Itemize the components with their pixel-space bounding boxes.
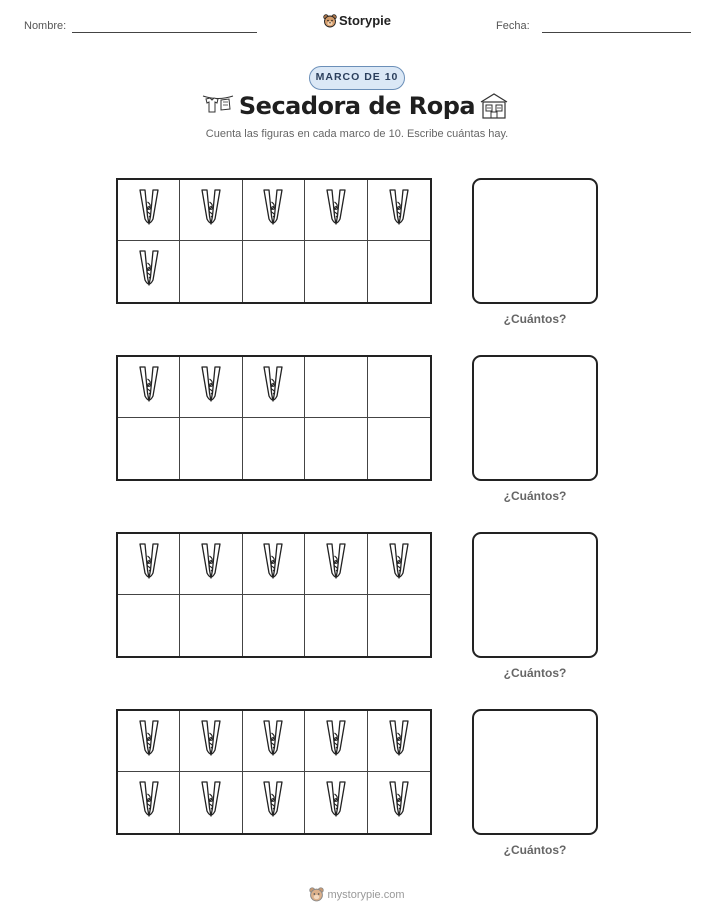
brand-name: Storypie xyxy=(338,13,391,28)
footer-url: mystorypie.com xyxy=(327,889,405,901)
clothespin-icon xyxy=(138,780,160,825)
brand-logo xyxy=(0,13,714,31)
answer-box-2[interactable] xyxy=(472,355,598,481)
frame-cell xyxy=(243,772,305,833)
frame-cell xyxy=(305,711,367,772)
frame-cell xyxy=(243,180,305,241)
frame-cell xyxy=(305,180,367,241)
frame-cell xyxy=(243,241,305,302)
ten-frame-1 xyxy=(116,178,432,304)
frame-cell xyxy=(180,711,242,772)
frame-cell xyxy=(368,711,430,772)
clothespin-icon xyxy=(200,719,222,764)
frame-cell xyxy=(305,772,367,833)
name-line[interactable] xyxy=(72,32,257,33)
clothespin-icon xyxy=(388,780,410,825)
clothespin-icon xyxy=(262,780,284,825)
answer-box-4[interactable] xyxy=(472,709,598,835)
laundry-shop-icon xyxy=(479,92,509,125)
page-title: Secadora de Ropa xyxy=(238,92,476,120)
clothespin-icon xyxy=(388,542,410,587)
frame-cell xyxy=(180,534,242,595)
frame-cell xyxy=(368,595,430,656)
clothespin-icon xyxy=(388,719,410,764)
date-line[interactable] xyxy=(542,32,691,33)
frame-cell xyxy=(243,418,305,479)
frame-cell xyxy=(368,418,430,479)
frame-cell xyxy=(118,595,180,656)
clothespin-icon xyxy=(262,365,284,410)
frame-cell xyxy=(118,241,180,302)
clothespin-icon xyxy=(138,719,160,764)
clothespin-icon xyxy=(200,188,222,233)
clothespin-icon xyxy=(262,719,284,764)
clothespin-icon xyxy=(200,542,222,587)
bear-icon xyxy=(323,14,337,31)
frame-cell xyxy=(243,534,305,595)
frame-cell xyxy=(305,418,367,479)
clothespin-icon xyxy=(138,188,160,233)
answer-box-3[interactable] xyxy=(472,532,598,658)
frame-cell xyxy=(305,241,367,302)
frame-cell xyxy=(118,180,180,241)
frame-cell xyxy=(180,418,242,479)
answer-label-3: ¿Cuántos? xyxy=(503,666,567,680)
frame-cell xyxy=(368,241,430,302)
frame-cell xyxy=(305,357,367,418)
answer-label-1: ¿Cuántos? xyxy=(503,312,567,326)
frame-cell xyxy=(180,595,242,656)
frame-cell xyxy=(118,418,180,479)
clothespin-icon xyxy=(200,780,222,825)
answer-label-4: ¿Cuántos? xyxy=(503,843,567,857)
frame-cell xyxy=(118,534,180,595)
frame-cell xyxy=(368,180,430,241)
clothespin-icon xyxy=(262,188,284,233)
footer xyxy=(0,887,714,905)
frame-cell xyxy=(118,357,180,418)
ten-frame-4 xyxy=(116,709,432,835)
frame-cell xyxy=(180,180,242,241)
ten-frame-2 xyxy=(116,355,432,481)
frame-cell xyxy=(118,711,180,772)
clothespin-icon xyxy=(325,780,347,825)
frame-cell xyxy=(118,772,180,833)
frame-cell xyxy=(243,711,305,772)
frame-cell xyxy=(180,241,242,302)
frame-cell xyxy=(305,595,367,656)
frame-cell xyxy=(243,595,305,656)
frame-cell xyxy=(368,772,430,833)
clothespin-icon xyxy=(325,542,347,587)
clothespin-icon xyxy=(138,365,160,410)
frame-cell xyxy=(180,357,242,418)
date-label: Fecha: xyxy=(496,20,530,32)
frame-cell xyxy=(368,357,430,418)
clothespin-icon xyxy=(138,542,160,587)
clothespin-icon xyxy=(200,365,222,410)
instructions: Cuenta las figuras en cada marco de 10. Escribe cuántas hay. xyxy=(205,128,509,140)
clothespin-icon xyxy=(138,249,160,294)
name-label: Nombre: xyxy=(24,20,67,32)
answer-label-2: ¿Cuántos? xyxy=(503,489,567,503)
worksheet-badge: MARCO DE 10 xyxy=(309,66,405,90)
frame-cell xyxy=(368,534,430,595)
frame-cell xyxy=(180,772,242,833)
bear-icon xyxy=(309,887,324,905)
clothespin-icon xyxy=(325,188,347,233)
clothespin-icon xyxy=(325,719,347,764)
frame-cell xyxy=(305,534,367,595)
clothespin-icon xyxy=(388,188,410,233)
clothespin-icon xyxy=(262,542,284,587)
ten-frame-3 xyxy=(116,532,432,658)
answer-box-1[interactable] xyxy=(472,178,598,304)
frame-cell xyxy=(243,357,305,418)
